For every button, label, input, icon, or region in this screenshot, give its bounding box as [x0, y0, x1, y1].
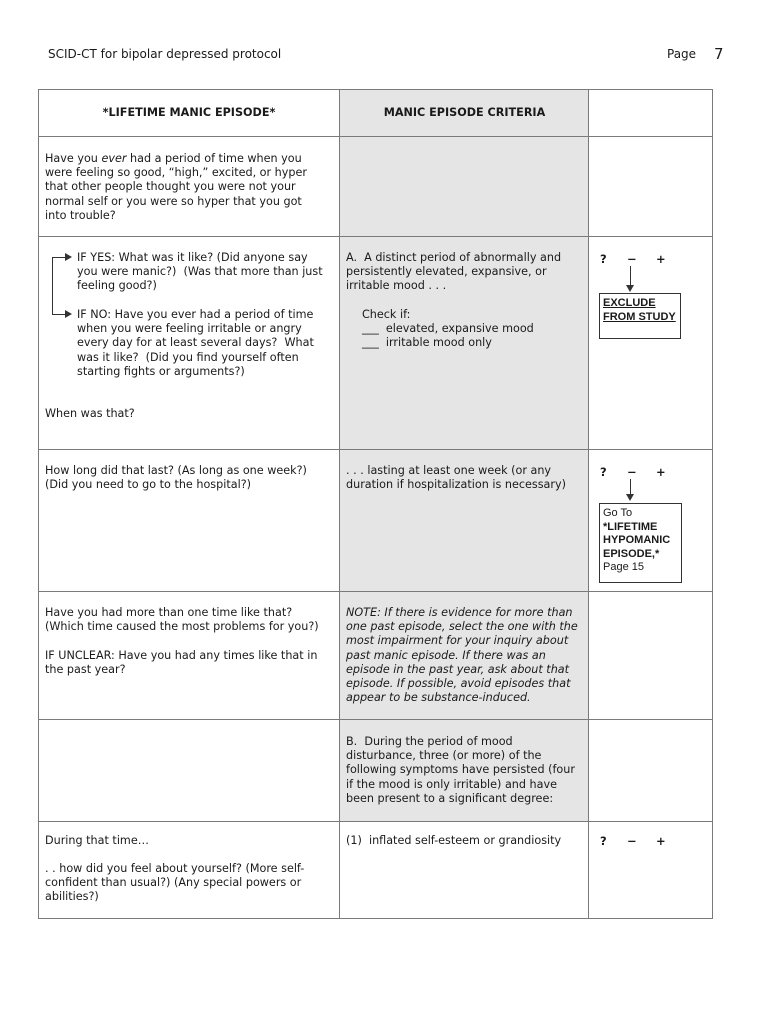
page-number: 7	[714, 45, 724, 63]
column-divider	[339, 89, 340, 918]
question-ever-high-period: Have you ever had a period of time when you were feeling so good, “high,” excited, or hyper that other people thought you were not your normal self or you were so hyper that you got into trouble?	[45, 152, 307, 222]
branch-arrow	[52, 257, 72, 315]
criterion-a: A. A distinct period of abnormally and persistently elevated, expansive, or irritable mood . . .	[346, 251, 562, 293]
rating-unknown[interactable]: ?	[600, 834, 607, 848]
rating-unknown[interactable]: ?	[600, 465, 607, 479]
rating-absent[interactable]: −	[627, 252, 637, 266]
check-elevated-mood: ___ elevated, expansive mood	[362, 322, 534, 335]
rating-unknown[interactable]: ?	[600, 252, 607, 266]
duration-question: How long did that last? (As long as one week?) (Did you need to go to the hospital?)	[45, 464, 307, 492]
table-border-right	[712, 89, 713, 918]
row-divider	[38, 591, 713, 592]
goto-section-line1: *LIFETIME	[603, 520, 658, 533]
check-irritable-mood: ___ irritable mood only	[362, 336, 492, 349]
goto-label: Go To	[603, 507, 633, 519]
rating-present[interactable]: +	[656, 252, 666, 266]
exclude-from-study-box	[599, 293, 681, 339]
rating-present[interactable]: +	[656, 465, 666, 479]
down-arrow-icon	[630, 479, 631, 495]
table-border-left	[38, 89, 39, 918]
row-divider	[38, 136, 713, 137]
episode-selection-note: NOTE: If there is evidence for more than one past episode, select the one with the most impairment for your inquiry about past manic episode. If there was an episode in the past year, ask about that episode. If possible, avoid episodes that appear to be substance-induced.	[346, 606, 578, 705]
rating-absent[interactable]: −	[627, 465, 637, 479]
table-border-top	[38, 89, 713, 90]
column-header-lifetime-manic-episode: *LIFETIME MANIC EPISODE*	[102, 106, 276, 119]
if-no-probe: IF NO: Have you ever had a period of time when you were feeling irritable or angry every day for at least several days? What was it like? (Did you find yourself often starting fights or arguments?)	[77, 308, 314, 378]
criterion-b1-grandiosity: (1) inflated self-esteem or grandiosity	[346, 834, 562, 847]
goto-hypomanic-box	[599, 503, 682, 583]
exclude-line1: EXCLUDE	[603, 297, 656, 309]
if-unclear-probe: IF UNCLEAR: Have you had any times like that in the past year?	[45, 649, 318, 677]
row-divider	[38, 821, 713, 822]
arrowhead-icon	[626, 285, 634, 292]
exclude-line2: FROM STUDY	[603, 310, 676, 323]
row-divider	[38, 719, 713, 720]
multiple-episodes-question: Have you had more than one time like that? (Which time caused the most problems for you?)	[45, 606, 319, 634]
check-if-label: Check if:	[362, 308, 411, 321]
document-title: SCID-CT for bipolar depressed protocol	[48, 47, 282, 61]
row-divider	[38, 449, 713, 450]
goto-section-line3: EPISODE,*	[603, 547, 660, 560]
goto-page: Page 15	[603, 561, 644, 574]
duration-criterion: . . . lasting at least one week (or any duration if hospitalization is necessary)	[346, 464, 566, 492]
page-label: Page	[667, 47, 697, 61]
when-question: When was that?	[45, 407, 135, 420]
column-divider	[588, 89, 589, 918]
goto-section-line2: HYPOMANIC	[603, 534, 671, 547]
rating-absent[interactable]: −	[627, 834, 637, 848]
criterion-b: B. During the period of mood disturbance, three (or more) of the following symptoms have persisted (four if the mood is only irritable) and have been present to a significant degree:	[346, 735, 575, 805]
during-that-time-intro: During that time…	[45, 834, 149, 847]
arrowhead-icon	[626, 494, 634, 501]
column-header-manic-episode-criteria: MANIC EPISODE CRITERIA	[383, 106, 546, 119]
down-arrow-icon	[630, 266, 631, 286]
row-divider	[38, 236, 713, 237]
if-yes-probe: IF YES: What was it like? (Did anyone say you were manic?) (Was that more than just feeling good?)	[77, 251, 323, 293]
self-esteem-question: . . how did you feel about yourself? (More self- confident than usual?) (Any special powers or abilities?)	[45, 862, 305, 904]
criteria-column-shading	[340, 89, 588, 821]
table-border-bottom	[38, 918, 713, 919]
rating-present[interactable]: +	[656, 834, 666, 848]
